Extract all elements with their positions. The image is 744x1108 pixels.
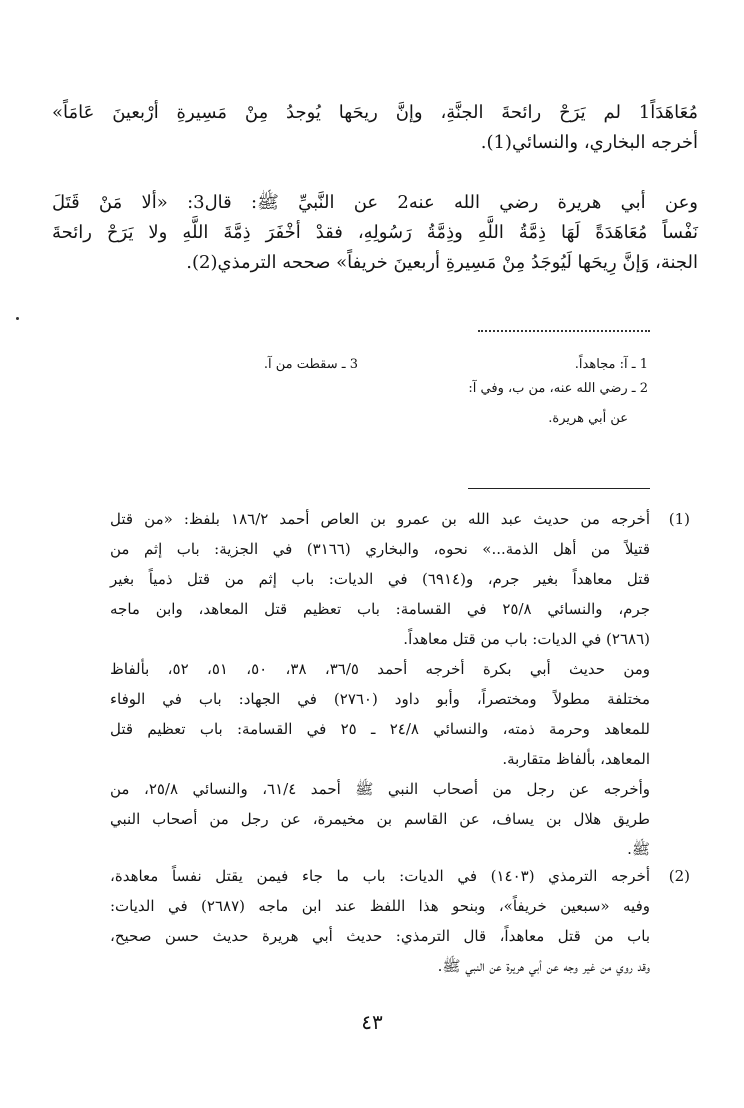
apparatus-note-2: 2 ـ رضي الله عنه، من ب، وفي آ: [468, 381, 648, 396]
footnote-1 [110, 504, 690, 864]
footnote-line: ﷺ. [627, 840, 650, 858]
footnote-line: قتل معاهداً بغير جرم، و(٦٩١٤) في الديات: باب إثم من قتل ذمياً بغير [110, 570, 650, 588]
footnote-line: (٢٦٨٦) في الديات: باب من قتل معاهداً. [403, 630, 650, 648]
footnote-line: أخرجه الترمذي (١٤٠٣) في الديات: باب ما جاء فيمن يقتل نفساً معاهدة، [110, 867, 651, 885]
footnote-line: قتيلاً من أهل الذمة...» نحوه، والبخاري (٣١٦٦) في الجزية: باب إثم من [110, 540, 651, 558]
footnote-2 [110, 861, 690, 981]
footnote-line: جرم، والنسائي ٢٥/٨ في القسامة: باب تعظيم قتل المعاهد، وابن ماجه [110, 600, 650, 618]
page-number: ٤٣ [361, 1010, 383, 1034]
margin-mark [16, 317, 19, 320]
footnote-line: باب من قتل معاهداً، قال الترمذي: حديث أبي هريرة حديث حسن صحيح، [110, 927, 650, 945]
footnote-line: طريق هلال بن يساف، عن القاسم بن مخيمرة، عن رجل من أصحاب النبي [110, 810, 650, 828]
text-line: وعن أبي هريرة رضي الله عنه2 عن النَّبيِّ ﷺ: قال3: «ألا مَنْ قَتَلَ [52, 192, 698, 213]
apparatus-note-2-continued: عن أبي هريرة. [548, 411, 628, 426]
footnote-line: مختلفة مطولاً ومختصراً، وأبو داود (٢٧٦٠) في الجهاد: باب في الوفاء [110, 690, 650, 708]
footnote-line: ومن حديث أبي بكرة أخرجه أحمد ٣٦/٥، ٣٨، ٥٠، ٥١، ٥٢، بألفاظ [110, 660, 651, 678]
footnote-line: أخرجه من حديث عبد الله بن عمرو بن العاص أحمد ١٨٦/٢ بلفظ: «من قتل [110, 510, 650, 528]
footnote-line: للمعاهد وحرمة ذمته، والنسائي ٢٤/٨ ـ ٢٥ في القسامة: باب تعظيم قتل [110, 720, 650, 738]
footnote-line: المعاهد، بألفاظ متقاربة. [502, 750, 650, 768]
footnote-number: (1) [668, 510, 690, 528]
text-line: نَفْساً مُعَاهَدَةً لَهَا ذِمَّةُ اللَّهِ وذِمَّةُ رَسُولِهِ، فقدْ أخْفَرَ ذِمَّةَ اللَّهِ ولا يَرَحْ رائحةَ [52, 222, 698, 243]
apparatus-note-1: 1 ـ آ: مجاهداً. [574, 357, 648, 372]
main-paragraph-2 [52, 188, 698, 278]
text-line: أخرجه البخاري، والنسائي(1). [480, 132, 698, 153]
apparatus-note-3: 3 ـ سقطت من آ. [263, 357, 358, 372]
footnote-number: (2) [668, 867, 690, 885]
text-line: الجنة، وَإنَّ رِيحَها لَيُوجَدُ مِنْ مَسِيرةِ أربعينَ خريفاً» صححه الترمذي(2). [186, 252, 698, 273]
footnote-separator [468, 488, 650, 489]
footnote-line: وفيه «سبعين خريفاً»، وبنحو هذا اللفظ عند ابن ماجه (٢٦٨٧) في الديات: [110, 897, 650, 915]
apparatus-separator [478, 330, 650, 332]
footnote-line: وقد روي من غير وجه عن أبي هريرة عن النبي ﷺ. [437, 957, 650, 975]
footnote-line: وأخرجه عن رجل من أصحاب النبي ﷺ أحمد ٦١/٤، والنسائي ٢٥/٨، من [110, 780, 651, 798]
main-paragraph-1 [52, 98, 698, 158]
text-line: مُعَاهَدَاً1 لم يَرَحْ رائحةَ الجنَّةِ، وإنَّ ريحَها يُوجدُ مِنْ مَسِيرةِ أرْبعينَ عَامَاً» [52, 102, 698, 123]
